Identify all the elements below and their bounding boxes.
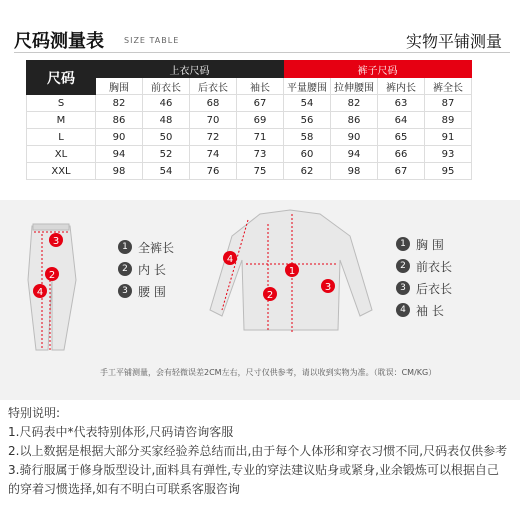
table-cell: 70	[190, 112, 237, 129]
table-row	[27, 163, 472, 180]
legend-label: 胸 围	[416, 237, 444, 252]
legend-label: 腰 围	[138, 284, 166, 299]
table-cell: 54	[284, 95, 331, 112]
table-cell: 54	[143, 163, 190, 180]
table-cell: 94	[96, 146, 143, 163]
page-subtitle: SIZE TABLE	[124, 36, 180, 45]
measurement-note: 手工平铺测量，会有轻微误差2CM左右，尺寸仅供参考，请以收到实物为准。（耽误：CM/KG）	[100, 368, 437, 377]
size-cell: XXL	[27, 163, 96, 180]
table-cell: 50	[143, 129, 190, 146]
table-cell: 65	[378, 129, 425, 146]
table-cell: 90	[331, 129, 378, 146]
table-cell: 98	[331, 163, 378, 180]
measurement-method: 实物平铺测量	[405, 32, 502, 51]
size-cell: XL	[27, 146, 96, 163]
top-legend	[396, 233, 452, 321]
notes-line: 1.尺码表中*代表特别体形,尺码请咨询客服	[8, 425, 234, 439]
legend-label: 全裤长	[138, 240, 175, 255]
legend-number: 4	[396, 303, 410, 317]
header	[0, 0, 520, 50]
table-cell: 82	[96, 95, 143, 112]
table-cell: 60	[284, 146, 331, 163]
legend-label: 袖 长	[416, 303, 444, 318]
pants-legend-item-1	[118, 236, 174, 258]
size-cell: M	[27, 112, 96, 129]
legend-number: 1	[118, 240, 132, 254]
table-cell: 67	[378, 163, 425, 180]
table-row	[27, 129, 472, 146]
table-cell: 89	[425, 112, 472, 129]
top-legend-item-3	[396, 277, 452, 299]
table-cell: 90	[96, 129, 143, 146]
pants-legend-item-2	[118, 258, 174, 280]
svg-text:3: 3	[324, 282, 332, 293]
top-col-chest: 胸围	[96, 78, 143, 95]
top-legend-item-2	[396, 255, 452, 277]
table-cell: 62	[284, 163, 331, 180]
pants-legend-item-3	[118, 280, 174, 302]
table-cell: 63	[378, 95, 425, 112]
pants-col-inseam: 裤内长	[378, 78, 425, 95]
pants-size-header: 裤子尺码	[284, 61, 472, 78]
table-cell: 94	[331, 146, 378, 163]
legend-label: 前衣长	[416, 259, 453, 274]
legend-number: 2	[396, 259, 410, 273]
table-row	[27, 146, 472, 163]
table-row	[27, 95, 472, 112]
legend-label: 内 长	[138, 262, 166, 277]
table-cell: 64	[378, 112, 425, 129]
top-col-front-length: 前衣长	[143, 78, 190, 95]
pants-legend	[118, 236, 174, 302]
size-cell: S	[27, 95, 96, 112]
legend-number: 2	[118, 262, 132, 276]
legend-number: 3	[118, 284, 132, 298]
svg-text:2: 2	[48, 270, 56, 281]
jersey-illustration	[210, 210, 372, 332]
table-cell: 69	[237, 112, 284, 129]
pants-col-stretch-waist: 拉伸腰围	[331, 78, 378, 95]
table-cell: 76	[190, 163, 237, 180]
table-cell: 72	[190, 129, 237, 146]
table-cell: 74	[190, 146, 237, 163]
top-legend-item-4	[396, 299, 452, 321]
top-legend-item-1	[396, 233, 452, 255]
legend-number: 3	[396, 281, 410, 295]
notes-line: 的穿着习惯选择,如有不明白可联系客服咨询	[8, 482, 240, 496]
table-cell: 46	[143, 95, 190, 112]
size-table	[26, 60, 472, 180]
table-cell: 73	[237, 146, 284, 163]
svg-text:2: 2	[266, 290, 274, 301]
table-cell: 58	[284, 129, 331, 146]
pants-illustration	[28, 224, 76, 350]
top-col-back-length: 后衣长	[190, 78, 237, 95]
table-row	[27, 112, 472, 129]
table-cell: 87	[425, 95, 472, 112]
notes-line: 2.以上数据是根据大部分买家经验养总结而出,由于每个人体形和穿衣习惯不同,尺码表仅供参考	[8, 444, 508, 458]
table-cell: 93	[425, 146, 472, 163]
size-column-header: 尺码	[27, 61, 96, 95]
table-cell: 86	[331, 112, 378, 129]
legend-label: 后衣长	[416, 281, 453, 296]
svg-text:4: 4	[226, 254, 234, 265]
header-divider	[14, 52, 510, 53]
size-cell: L	[27, 129, 96, 146]
page-title: 尺码测量表	[14, 31, 104, 52]
pants-col-flat-waist: 平量腰围	[284, 78, 331, 95]
table-cell: 71	[237, 129, 284, 146]
table-cell: 95	[425, 163, 472, 180]
svg-text:1: 1	[288, 266, 296, 277]
table-cell: 91	[425, 129, 472, 146]
table-cell: 67	[237, 95, 284, 112]
special-notes	[8, 404, 507, 499]
table-cell: 82	[331, 95, 378, 112]
pants-col-total-length: 裤全长	[425, 78, 472, 95]
table-cell: 98	[96, 163, 143, 180]
top-size-header: 上衣尺码	[96, 61, 284, 78]
table-cell: 75	[237, 163, 284, 180]
table-cell: 68	[190, 95, 237, 112]
legend-number: 1	[396, 237, 410, 251]
top-col-sleeve: 袖长	[237, 78, 284, 95]
table-cell: 66	[378, 146, 425, 163]
svg-text:4: 4	[36, 287, 44, 298]
svg-text:3: 3	[52, 236, 60, 247]
notes-line: 3.骑行服属于修身版型设计,面料具有弹性,专业的穿法建议贴身或紧身,业余锻炼可以根据自己	[8, 463, 499, 477]
table-cell: 86	[96, 112, 143, 129]
table-cell: 56	[284, 112, 331, 129]
table-cell: 52	[143, 146, 190, 163]
table-cell: 48	[143, 112, 190, 129]
notes-title: 特别说明:	[8, 406, 61, 420]
